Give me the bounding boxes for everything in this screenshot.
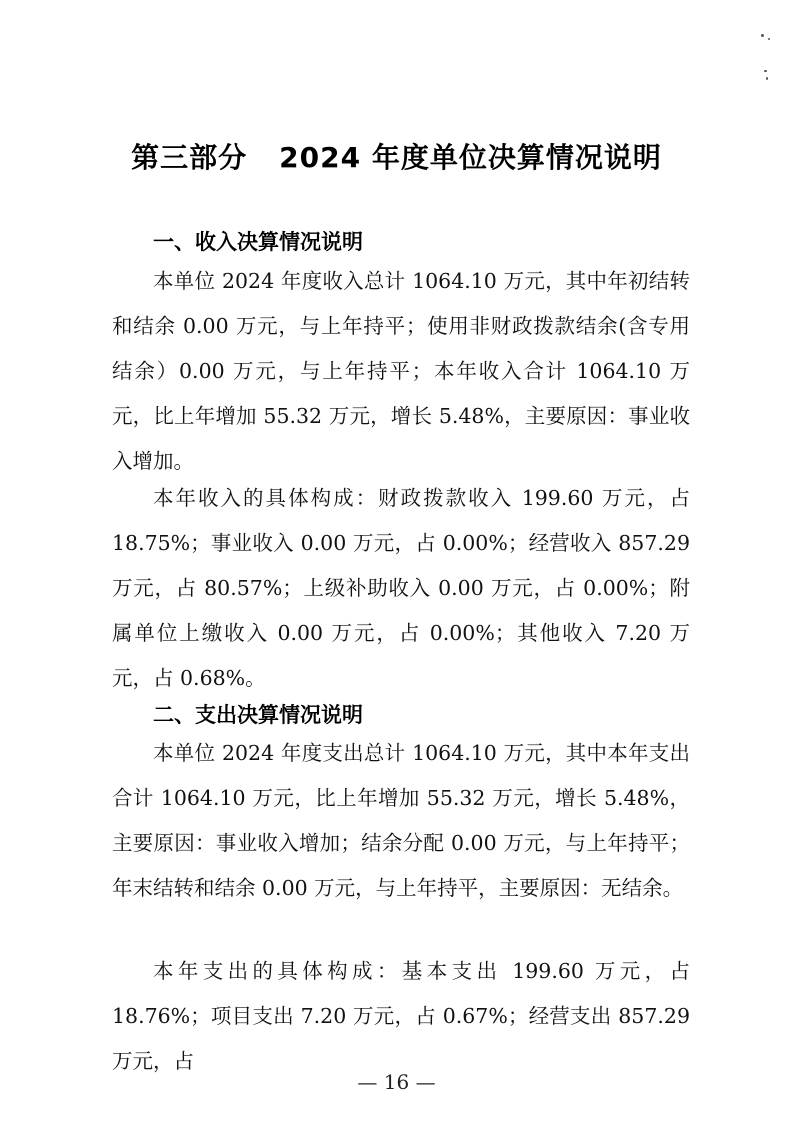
section-heading-income: 一、收入决算情况说明	[153, 230, 363, 254]
scan-speck	[761, 34, 764, 37]
scan-speck	[766, 77, 768, 80]
expenditure-summary-paragraph: 本单位 2024 年度支出总计 1064.10 万元，其中本年支出合计 1064.10 万元，比上年增加 55.32 万元，增长 5.48%，主要原因：事业收入增加；结余分配 0.00 万元，与上年持平；年末结转和结余 0.00 万元，与上年持平，主要原因：无结余。	[112, 741, 690, 900]
title-part: 第三部分	[131, 141, 248, 174]
income-summary-paragraph: 本单位 2024 年度收入总计 1064.10 万元，其中年初结转和结余 0.00 万元，与上年持平；使用非财政拨款结余(含专用结余）0.00 万元，与上年持平；本年收入合计 1064.10 万元，比上年增加 55.32 万元，增长 5.48%，主要原因：事业收入增加。	[112, 269, 690, 473]
page-title	[0, 136, 793, 176]
scan-speck	[768, 38, 770, 40]
scan-speck	[764, 70, 767, 72]
income-composition-paragraph: 本年收入的具体构成：财政拨款收入 199.60 万元，占 18.75%；事业收入 0.00 万元，占 0.00%；经营收入 857.29 万元，占 80.57%；上级补助收入 0.00 万元，占 0.00%；附属单位上缴收入 0.00 万元，占 0.00%；其他收入 7.20 万元，占 0.68%。	[112, 486, 690, 690]
expenditure-composition-paragraph: 本年支出的具体构成：基本支出 199.60 万元，占 18.76%；项目支出 7.20 万元，占 0.67%；经营支出 857.29 万元，占	[112, 959, 690, 1073]
title-main: 2024 年度单位决算情况说明	[279, 141, 662, 174]
page-number: — 16 —	[357, 1070, 436, 1094]
scan-specks	[759, 30, 779, 90]
section-heading-expenditure: 二、支出决算情况说明	[153, 703, 363, 727]
